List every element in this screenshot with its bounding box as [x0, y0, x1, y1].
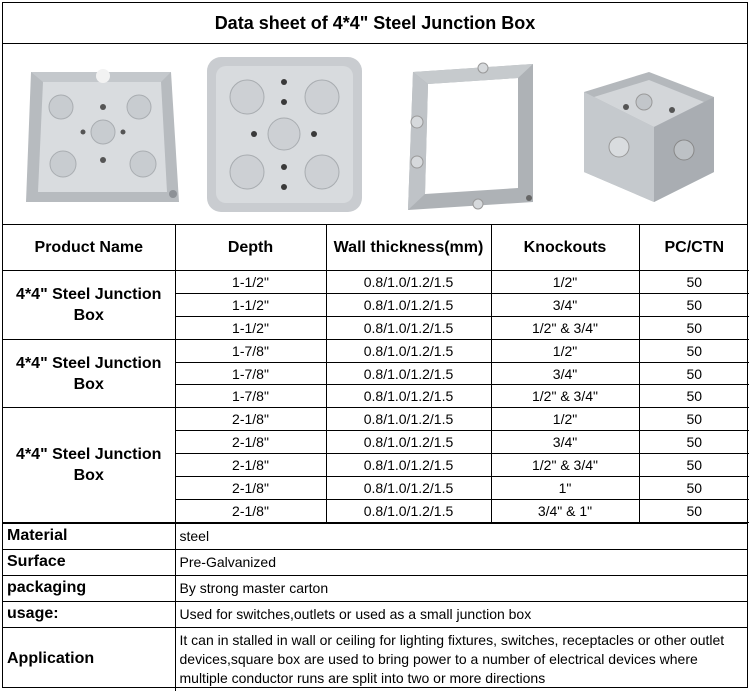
- depth-cell: 2-1/8": [175, 431, 326, 454]
- depth-cell: 1-7/8": [175, 385, 326, 408]
- surface-label: Surface: [3, 549, 175, 575]
- depth-cell: 2-1/8": [175, 477, 326, 500]
- pc-cell: 50: [639, 362, 749, 385]
- wall-cell: 0.8/1.0/1.2/1.5: [326, 499, 491, 522]
- info-row-usage: [3, 601, 747, 627]
- wall-cell: 0.8/1.0/1.2/1.5: [326, 362, 491, 385]
- depth-cell: 1-1/2": [175, 316, 326, 339]
- material-label: Material: [3, 523, 175, 549]
- knockouts-cell: 1/2" & 3/4": [491, 385, 639, 408]
- surface-value: Pre-Galvanized: [175, 549, 747, 575]
- knockouts-cell: 3/4": [491, 293, 639, 316]
- wall-cell: 0.8/1.0/1.2/1.5: [326, 408, 491, 431]
- product-name-cell: 4*4" Steel Junction Box: [3, 271, 175, 340]
- knockouts-cell: 1/2": [491, 271, 639, 294]
- depth-cell: 1-1/2": [175, 293, 326, 316]
- depth-cell: 1-1/2": [175, 271, 326, 294]
- depth-cell: 2-1/8": [175, 408, 326, 431]
- pc-cell: 50: [639, 431, 749, 454]
- pc-cell: 50: [639, 316, 749, 339]
- wall-cell: 0.8/1.0/1.2/1.5: [326, 477, 491, 500]
- knockouts-cell: 3/4" & 1": [491, 499, 639, 522]
- col-header-knockouts: Knockouts: [491, 225, 639, 271]
- box-angled-photo-icon: [564, 52, 729, 217]
- col-header-product-name: Product Name: [3, 225, 175, 271]
- table-row: [3, 339, 749, 362]
- material-value: steel: [175, 523, 747, 549]
- product-name-cell: 4*4" Steel Junction Box: [3, 408, 175, 522]
- pc-cell: 50: [639, 499, 749, 522]
- info-row-application: [3, 627, 747, 691]
- info-row-packaging: [3, 575, 747, 601]
- product-name-cell: 4*4" Steel Junction Box: [3, 339, 175, 408]
- depth-cell: 1-7/8": [175, 339, 326, 362]
- spec-table: [3, 225, 749, 523]
- pc-cell: 50: [639, 477, 749, 500]
- usage-label: usage:: [3, 601, 175, 627]
- wall-cell: 0.8/1.0/1.2/1.5: [326, 339, 491, 362]
- col-header-wall-thickness: Wall thickness(mm): [326, 225, 491, 271]
- knockouts-cell: 3/4": [491, 362, 639, 385]
- pc-cell: 50: [639, 385, 749, 408]
- depth-cell: 1-7/8": [175, 362, 326, 385]
- knockouts-cell: 1/2": [491, 408, 639, 431]
- info-table: [3, 523, 747, 691]
- info-row-material: [3, 523, 747, 549]
- knockouts-cell: 1/2": [491, 339, 639, 362]
- box-bottom-knockouts-photo-icon: [202, 52, 367, 217]
- application-value: It can in stalled in wall or ceiling for lighting fixtures, switches, receptacles or other outlet devices,square box are used to bring power to a number of electrical devices where multiple conductor runs are split into two or more directions: [175, 627, 747, 691]
- packaging-value: By strong master carton: [175, 575, 747, 601]
- wall-cell: 0.8/1.0/1.2/1.5: [326, 431, 491, 454]
- knockouts-cell: 1/2" & 3/4": [491, 454, 639, 477]
- depth-cell: 2-1/8": [175, 454, 326, 477]
- depth-cell: 2-1/8": [175, 499, 326, 522]
- pc-cell: 50: [639, 271, 749, 294]
- data-sheet: [2, 2, 748, 688]
- wall-cell: 0.8/1.0/1.2/1.5: [326, 316, 491, 339]
- photo-strip: [3, 44, 747, 225]
- knockouts-cell: 1/2" & 3/4": [491, 316, 639, 339]
- info-row-surface: [3, 549, 747, 575]
- knockouts-cell: 1": [491, 477, 639, 500]
- pc-cell: 50: [639, 408, 749, 431]
- pc-cell: 50: [639, 339, 749, 362]
- spec-header-row: [3, 225, 749, 271]
- application-label: Application: [3, 627, 175, 691]
- packaging-label: packaging: [3, 575, 175, 601]
- pc-cell: 50: [639, 293, 749, 316]
- extension-ring-photo-icon: [383, 52, 548, 217]
- knockouts-cell: 3/4": [491, 431, 639, 454]
- wall-cell: 0.8/1.0/1.2/1.5: [326, 454, 491, 477]
- wall-cell: 0.8/1.0/1.2/1.5: [326, 293, 491, 316]
- col-header-pc-ctn: PC/CTN: [639, 225, 749, 271]
- table-row: [3, 408, 749, 431]
- table-row: [3, 271, 749, 294]
- open-box-front-photo-icon: [21, 52, 186, 217]
- usage-value: Used for switches,outlets or used as a small junction box: [175, 601, 747, 627]
- wall-cell: 0.8/1.0/1.2/1.5: [326, 271, 491, 294]
- page-title: Data sheet of 4*4" Steel Junction Box: [3, 3, 747, 44]
- col-header-depth: Depth: [175, 225, 326, 271]
- wall-cell: 0.8/1.0/1.2/1.5: [326, 385, 491, 408]
- pc-cell: 50: [639, 454, 749, 477]
